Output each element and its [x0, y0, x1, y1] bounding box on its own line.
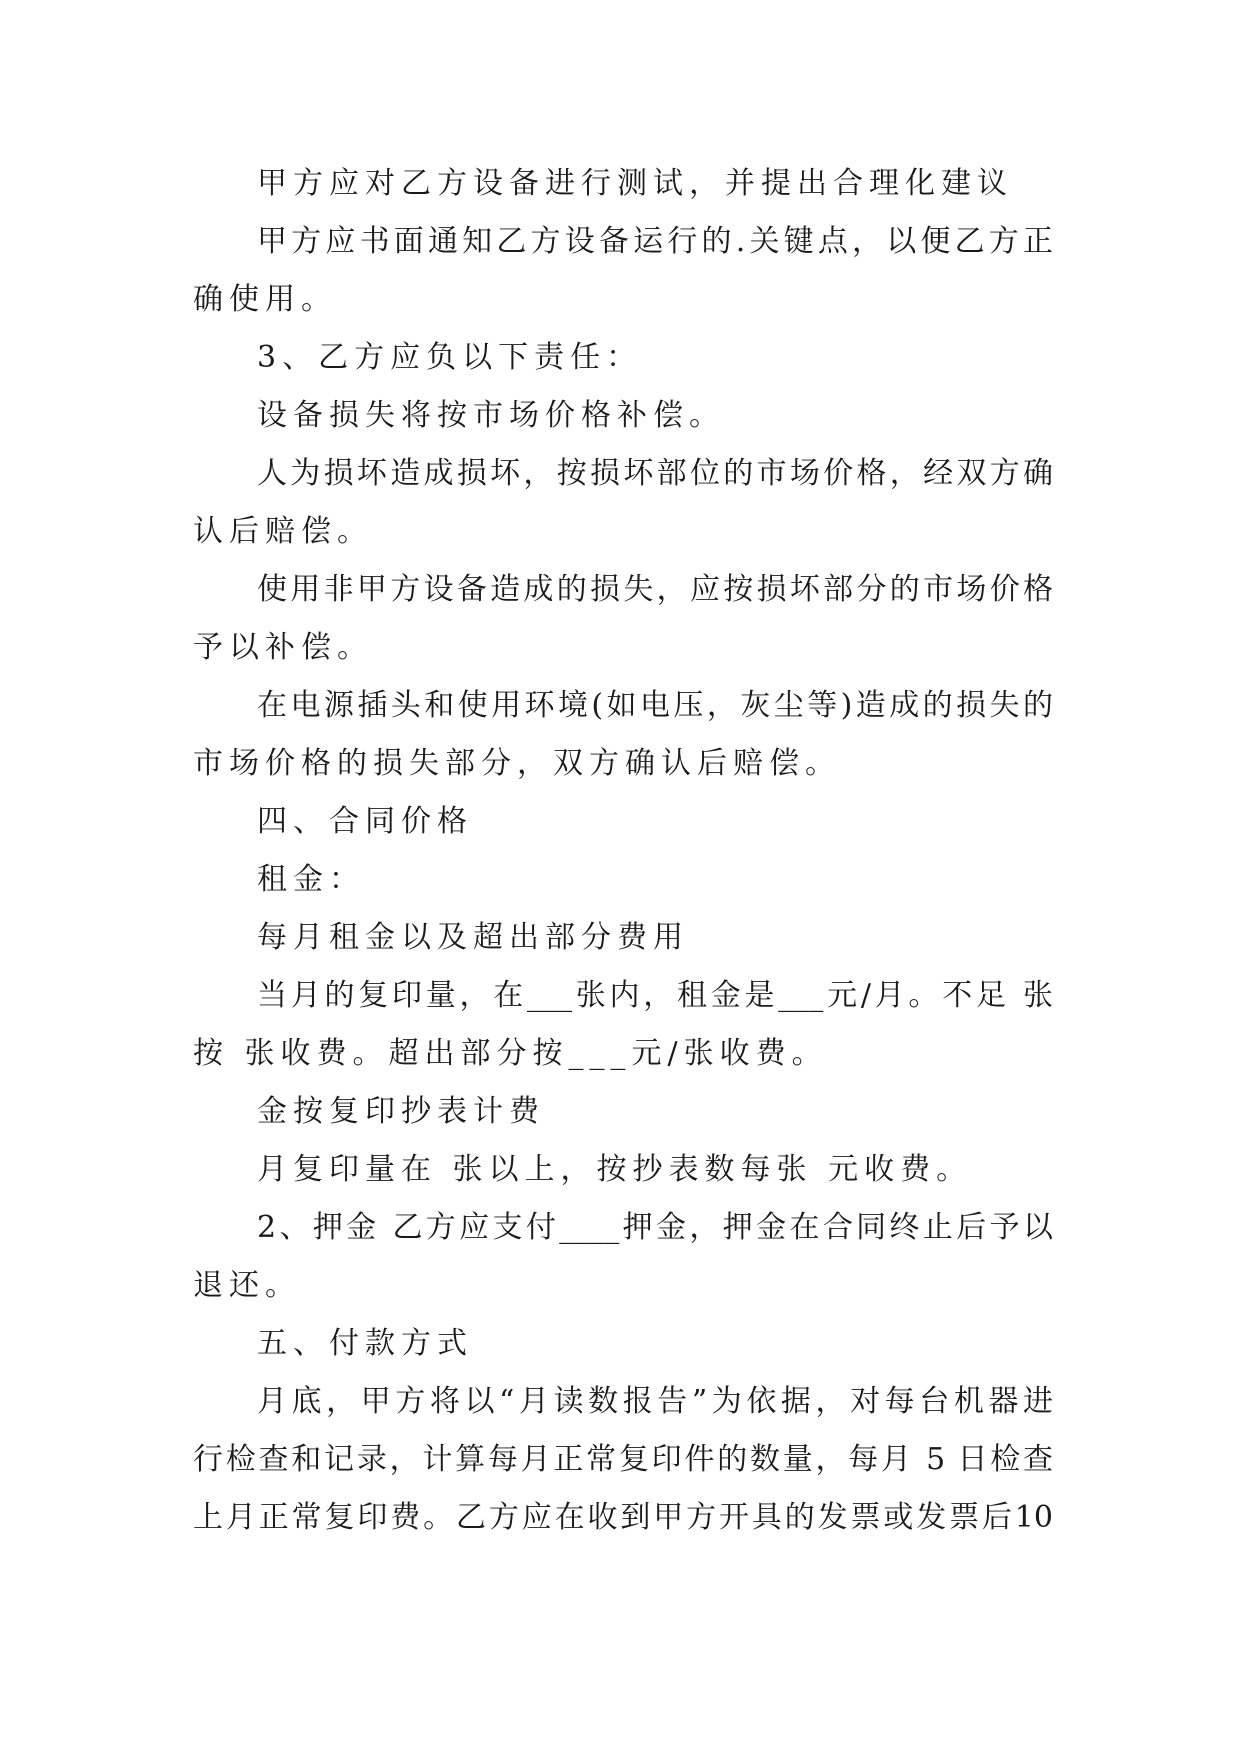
- paragraph-line: 认后赔偿。: [193, 514, 373, 549]
- paragraph-line: 人为损坏造成损坏，按损坏部位的市场价格，经双方确: [257, 456, 1053, 491]
- paragraph-line: 月复印量在 张以上，按抄表数每张 元收费。: [257, 1152, 973, 1187]
- paragraph-line: 确使用。: [193, 282, 337, 317]
- paragraph-line: 3、乙方应负以下责任：: [257, 340, 643, 375]
- paragraph-line: 甲方应对乙方设备进行测试，并提出合理化建议: [257, 166, 1013, 201]
- paragraph-line: 租金：: [257, 862, 365, 897]
- paragraph-line: 按 张收费。超出部分按___元/张收费。: [193, 1036, 828, 1071]
- section-heading: 五、付款方式: [257, 1326, 473, 1361]
- paragraph-line: 金按复印抄表计费: [257, 1094, 545, 1129]
- paragraph-line: 使用非甲方设备造成的损失，应按损坏部分的市场价格: [257, 572, 1053, 607]
- paragraph-line: 2、押金 乙方应支付____押金，押金在合同终止后予以: [257, 1210, 1053, 1245]
- paragraph-line: 退还。: [193, 1268, 301, 1303]
- paragraph-line: 行检查和记录，计算每月正常复印件的数量，每月 5 日检查: [193, 1442, 1053, 1477]
- paragraph-line: 予以补偿。: [193, 630, 373, 665]
- paragraph-line: 设备损失将按市场价格补偿。: [257, 398, 725, 433]
- paragraph-line: 市场价格的损失部分，双方确认后赔偿。: [193, 746, 841, 781]
- section-heading: 四、合同价格: [257, 804, 473, 839]
- paragraph-line: 当月的复印量，在___张内，租金是___元/月。不足 张: [257, 978, 1053, 1013]
- paragraph-line: 月底，甲方将以“月读数报告”为依据，对每台机器进: [257, 1384, 1053, 1419]
- paragraph-line: 在电源插头和使用环境(如电压，灰尘等)造成的损失的: [257, 688, 1053, 723]
- paragraph-line: 甲方应书面通知乙方设备运行的.关键点，以便乙方正: [257, 224, 1053, 259]
- paragraph-line: 每月租金以及超出部分费用: [257, 920, 689, 955]
- paragraph-line: 上月正常复印费。乙方应在收到甲方开具的发票或发票后10: [193, 1500, 1053, 1535]
